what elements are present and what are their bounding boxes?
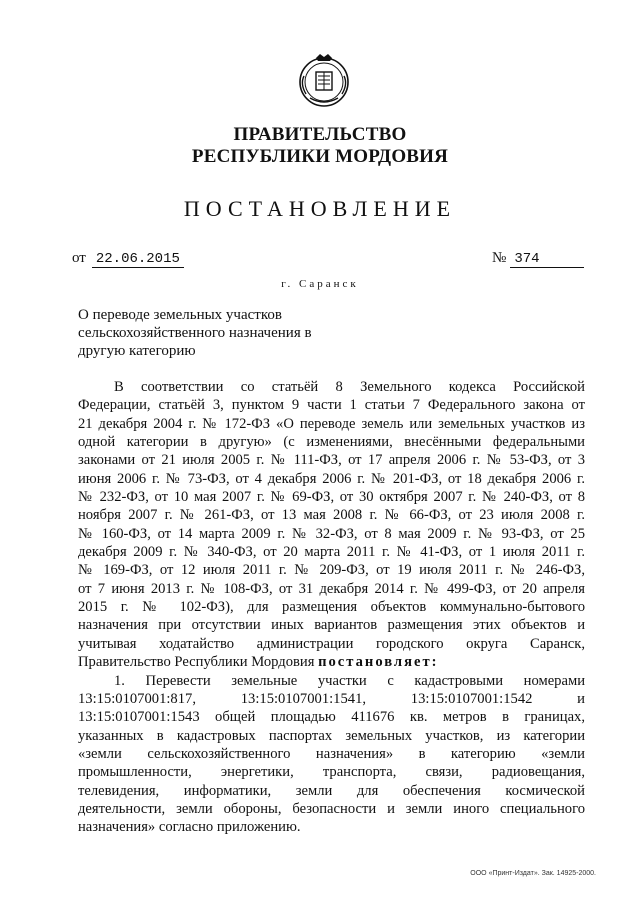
body-line: законами от 21 июля 2005 г. № 111-ФЗ, от 17 апреля 2006 г. № 53-ФЗ, от 3 — [78, 452, 585, 469]
resolve-word: постановляет: — [318, 654, 439, 671]
body-line: от 7 июня 2013 г. № 108-ФЗ, от 31 декабря 2014 г. № 499-ФЗ, от 20 апреля — [78, 580, 585, 597]
government-title-line1: ПРАВИТЕЛЬСТВО — [233, 124, 407, 145]
resolve-line — [78, 653, 585, 671]
body-line: № 232-ФЗ, от 10 мая 2007 г. № 69-ФЗ, от 30 октября 2007 г. № 240-ФЗ, от 8 — [78, 489, 585, 506]
emblem-icon — [296, 50, 352, 110]
body-line: Федерации, статьёй 3, пунктом 9 части 1 статьи 7 Федерального закона от — [78, 397, 585, 414]
printer-footer: ООО «Принт-Издат». Зак. 14925-2000. — [470, 870, 596, 877]
subject-line: другую категорию — [78, 343, 196, 359]
city-name: г. Саранск — [281, 278, 359, 290]
item1-line: «земли сельскохозяйственного назначения» в категорию «земли — [78, 745, 585, 762]
subject-line: сельскохозяйственного назначения в — [78, 325, 312, 341]
body-line: одной категории в другую» (с изменениями, внесёнными федеральными — [78, 434, 585, 451]
body-line: № 160-ФЗ, от 14 марта 2009 г. № 32-ФЗ, от 8 мая 2009 г. № 93-ФЗ, от 25 — [78, 525, 585, 542]
body-line: декабря 2009 г. № 340-ФЗ, от 20 марта 2011 г. № 41-ФЗ, от 1 июля 2011 г. — [78, 544, 585, 561]
document-subject — [78, 306, 338, 360]
body-line: назначения при отсутствии иных вариантов размещения этих объектов и — [78, 617, 585, 634]
item1-line: 13:15:0107001:817, 13:15:0107001:1541, 13:15:0107001:1542 и — [78, 690, 585, 707]
document-number: 374 — [510, 251, 584, 268]
item1-line: телевидения, информатики, земли для обеспечения космической — [78, 782, 585, 799]
date-prefix: от — [72, 250, 86, 266]
item1-line: 13:15:0107001:1543 общей площадью 411676 кв. метров в границах, — [78, 709, 585, 726]
body-line: июня 2006 г. № 73-ФЗ, от 4 декабря 2006 г. № 201-ФЗ, от 18 декабря 2006 г. — [78, 470, 585, 487]
item1-line: промышленности, энергетики, транспорта, связи, радиовещания, — [78, 764, 585, 781]
government-title-line2: РЕСПУБЛИКИ МОРДОВИЯ — [191, 146, 449, 167]
coat-of-arms-emblem — [296, 50, 352, 110]
document-type-title: ПОСТАНОВЛЕНИЕ — [183, 196, 457, 221]
item1-line: указанных в кадастровых паспортах земельных участков, из категории — [78, 727, 585, 744]
item1-line: деятельности, земли обороны, безопасности и земли иного специального — [78, 800, 585, 817]
document-date: 22.06.2015 — [92, 251, 184, 268]
resolve-line-start: Правительство Республики Мордовия — [78, 654, 315, 671]
body-line: 21 декабря 2004 г. № 172-ФЗ «О переводе земель или земельных участков из — [78, 415, 585, 432]
body-line: 2015 г. № 102-ФЗ), для размещения объектов коммунально-бытового — [78, 599, 585, 616]
body-line: В соответствии со статьёй 8 Земельного кодекса Российской — [114, 379, 585, 395]
number-row — [492, 250, 584, 268]
body-line: ноября 2007 г. № 261-ФЗ, от 13 мая 2008 г. № 66-ФЗ, от 23 июля 2008 г. — [78, 507, 585, 524]
body-line: учитывая ходатайство администрации городского округа Саранск, — [78, 635, 585, 652]
item1-line: 1. Перевести земельные участки с кадастровыми номерами — [114, 672, 585, 689]
number-prefix: № — [492, 250, 507, 266]
document-body — [78, 378, 585, 837]
subject-line: О переводе земельных участков — [78, 307, 282, 323]
item1-line: назначения» согласно приложению. — [78, 819, 301, 836]
body-line: № 169-ФЗ, от 12 июля 2011 г. № 209-ФЗ, от 19 июля 2011 г. № 246-ФЗ, — [78, 562, 585, 579]
date-row — [72, 250, 184, 268]
